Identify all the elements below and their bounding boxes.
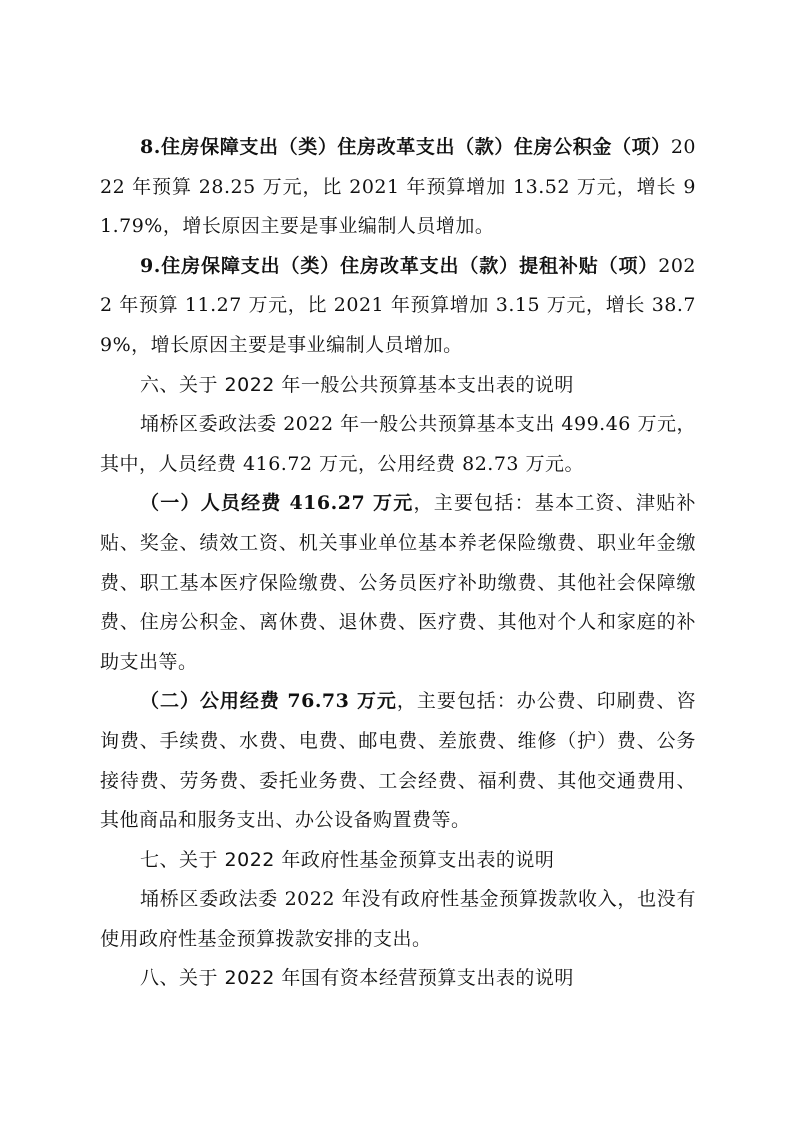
- section-8-heading: 八、关于 2022 年国有资本经营预算支出表的说明: [140, 967, 574, 990]
- section-7-heading: 七、关于 2022 年政府性基金预算支出表的说明: [140, 848, 555, 871]
- section-6-body: 埇桥区委政法委 2022 年一般公共预算基本支出 499.46 万元，其中，人员经费 416.72 万元，公用经费 82.73 万元。: [100, 413, 696, 475]
- section-6-heading: 六、关于 2022 年一般公共预算基本支出表的说明: [140, 373, 574, 396]
- personnel-expenses-title: （一）人员经费 416.27 万元: [140, 492, 414, 515]
- item-8-text: 2022 年预算 28.25 万元，比 2021 年预算增加 13.52 万元，增长 91.79%，增长原因主要是事业编制人员增加。: [100, 136, 696, 238]
- paragraph-item-8: [100, 128, 696, 247]
- item-9-title: 9.住房保障支出（类）住房改革支出（款）提租补贴（项）: [140, 254, 659, 277]
- document-body: [100, 128, 696, 999]
- paragraph-item-9: [100, 247, 696, 366]
- paragraph-public-expenses: [100, 682, 696, 840]
- personnel-expenses-text: ，主要包括：基本工资、津贴补贴、奖金、绩效工资、机关事业单位基本养老保险缴费、职业年金缴费、职工基本医疗保险缴费、公务员医疗补助缴费、其他社会保障缴费、住房公积金、离休费、退休费、医疗费、其他对个人和家庭的补助支出等。: [100, 492, 696, 673]
- public-expenses-text: ，主要包括：办公费、印刷费、咨询费、手续费、水费、电费、邮电费、差旅费、维修（护）费、公务接待费、劳务费、委托业务费、工会经费、福利费、其他交通费用、其他商品和服务支出、办公设备购置费等。: [100, 690, 696, 832]
- item-8-title: 8.住房保障支出（类）住房改革支出（款）住房公积金（项）: [140, 136, 671, 158]
- item-9-text: 2022 年预算 11.27 万元，比 2021 年预算增加 3.15 万元，增长 38.79%，增长原因主要是事业编制人员增加。: [100, 254, 696, 356]
- public-expenses-title: （二）公用经费 76.73 万元: [140, 690, 397, 713]
- section-7-body: 埇桥区委政法委 2022 年没有政府性基金预算拨款收入，也没有使用政府性基金预算拨款安排的支出。: [100, 888, 696, 950]
- paragraph-personnel-expenses: [100, 484, 696, 682]
